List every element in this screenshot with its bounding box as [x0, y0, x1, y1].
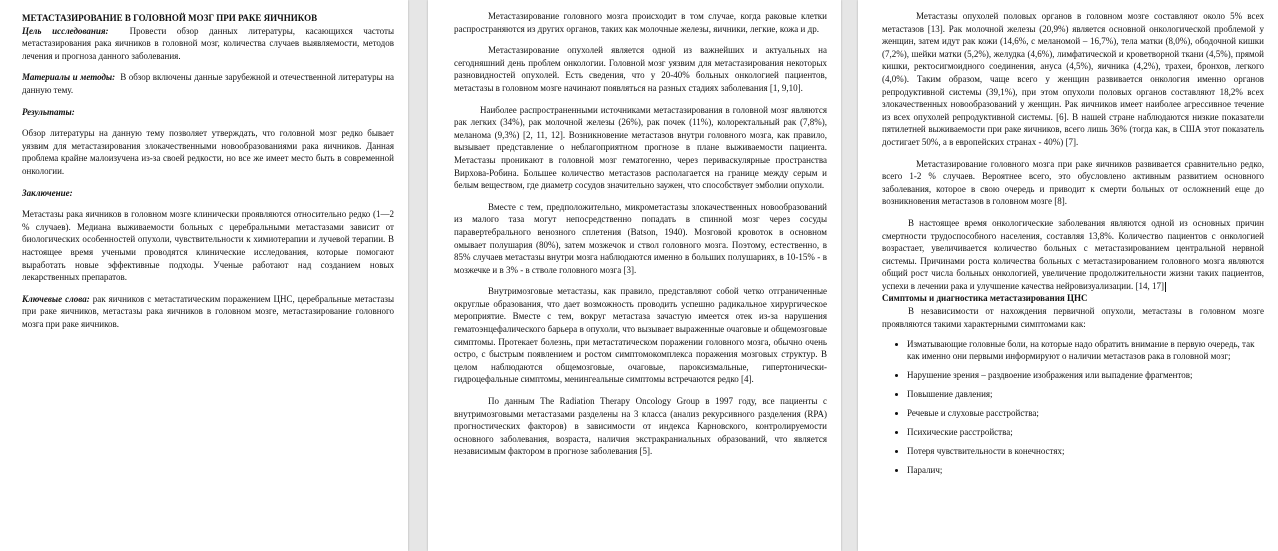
- results-label: Результаты:: [22, 106, 75, 117]
- list-item: • Психические расстройства;: [907, 426, 1264, 438]
- body-paragraph: Внутримозговые метастазы, как правило, представляют собой четко отграниченные округлые образования, что дает возможность проводить успешно радикальное хирургическое мероприятие. Вместе с тем, вокруг метастаза зачастую имеется отек из-за нарушения гематоэнцефалического барьера в опухоли, что вызывает выраженные очаговые и общемозговые симптомы. Протекает болезнь, при метастатическом поражении головного мозга, обычно очень остро, с быстрым появлением и ростом симптомокомплекса поражения мозговых структур. В целом наблюдаются общемозговые, очаговые, пароксизмальные, гипертонически-гидроцефальные симптомы, менингеальные симптомы встречаются редко [4].: [454, 286, 827, 385]
- results-text: Обзор литературы на данную тему позволяет утверждать, что головной мозг редко бывает уязвим для метастазирования злокачественными новообразованиями рака яичников. Данная проблема крайне малоизучена из-за своей редкости, но все же имеет место быть в современной онкологии.: [22, 128, 394, 176]
- keywords-paragraph: [22, 293, 394, 331]
- list-item: • Повышение давления;: [907, 388, 1264, 400]
- goal-text: Провести обзор данных литературы, касающихся частоты метастазирования рака яичников в головной мозг, количества случаев выявляемости, методов лечения и прогноза данного заболевания.: [22, 25, 394, 61]
- list-item: • Речевые и слуховые расстройства;: [907, 407, 1264, 419]
- document-page-2: [428, 0, 841, 551]
- body-paragraph: По данным The Radiation Therapy Oncology Group в 1997 году, все пациенты с внутримозговыми метастазами разделены на 3 класса (анализ рекурсивного разделения (RPA) прогностических факторов) в зависимости от индекса Карновского, контролируемости основного заболевания, возраста, наличия экстракраниальных образований, что является независимым фактором в прогнозе заболевания [5].: [454, 396, 827, 457]
- section-heading: Симптомы и диагностика метастазирования ЦНС: [882, 293, 1088, 304]
- goal-label: Цель исследования:: [22, 25, 109, 36]
- list-item: • Изматывающие головные боли, на которые надо обратить внимание в первую очередь, так как именно они первыми информируют о наличии метастазов рака в головной мозг;: [907, 338, 1264, 362]
- list-item: • Потеря чувствительности в конечностях;: [907, 445, 1264, 457]
- keywords-text: рак яичников с метастатическим поражением ЦНС, церебральные метастазы при раке яичников, метастазы рака яичников в головном мозге, метастазирование головного мозга при раке яичников.: [22, 293, 395, 329]
- document-page-3: [858, 0, 1278, 551]
- conclusion-text: Метастазы рака яичников в головном мозге клинически проявляются относительно редко (1—2 % случаев). Медиана выживаемости больных с церебральными метастазами зависит от биологических особенностей опухоли, чувствительности к химиотерапии и лучевой терапии. В настоящее время учеными проводятся клинические исследования, которые помогают выработать новые эффективные подходы. Ученые работают над созданием новых лекарственных препаратов.: [22, 209, 394, 283]
- body-paragraph: Метастазирование головного мозга происходит в том случае, когда раковые клетки распространяются из других органов, таких как молочные железы, яичники, легкие, кожа и др.: [454, 11, 827, 34]
- body-paragraph: Метастазирование опухолей является одной из важнейших и актуальных на сегодняшний день проблем онкологии. Головной мозг уязвим для метастазирования некоторых разновидностей опухолей. Есть сведения, что у 20-40% больных онкологией пациентов, метастазы в головном мозге начинают появляться на разных стадиях заболевания [1, 9,10].: [454, 45, 827, 93]
- materials-label: Материалы и методы:: [22, 72, 116, 83]
- materials-text: В обзор включены данные зарубежной и отечественной литературы на данную тему.: [22, 72, 395, 95]
- document-page-1: [0, 0, 408, 551]
- section-intro: В независимости от нахождения первичной опухоли, метастазы в головном мозге проявляются такими характерными симптомами как:: [882, 306, 1264, 329]
- materials-paragraph: [22, 71, 394, 96]
- body-paragraph-text: В настоящее время онкологические заболевания являются одной из основных причин смертности трудоспособного населения, составляя 13,8%. Количество пациентов с онкологией возрастает, увеличивается количество больных с метастазированием центральной нервной системы. Причинами роста количества больных с метастазированием головного мозга являются общий рост числа больных онкологией, увеличение продолжительности жизни таких пациентов, успехи в лечении рака и улучшение качества нейровизуализации. [14, 17]: [882, 217, 1264, 291]
- body-paragraph: Вместе с тем, предположительно, микрометастазы злокачественных новообразований из малого таза могут непосредственно попадать в спинной мозг через сосуды паравертебрального венозного сплетения (Batson, 1940). Мозговой кровоток в основном омывает полушария (80%), затем мозжечок и ствол головного мозга. Поэтому, естественно, в 85% случаев метастазы внутри мозга наблюдаются именно в больших полушариях, в 10-15% - в мозжечке и в 3% - в стволе головного мозга [3].: [454, 201, 827, 275]
- body-paragraph: Метастазирование головного мозга при раке яичников развивается сравнительно редко, всего 1-2 % случаев. Вероятнее всего, это обусловлено активным развитием основного заболевания, которое в свою очередь и приводит к смерти больных от осложнений еще до возникновения метастазов в головном мозге [8].: [882, 158, 1264, 207]
- body-paragraph: Метастазы опухолей половых органов в головном мозге составляют около 5% всех метастазов [13]. Рак молочной железы (20,9%) является основной онкологической проблемой у женщин, затем идут рак кожи (14,6%, с меланомой – 16,7%), тела матки (8,0%), ободочной кишки (7,2%), шейки матки (5,2%), желудка (4,6%), лимфатической и кроветворной ткани (4,5%), прямой кишки, ректосигмоидного соединения, ануса (4,5%), яичника (4,2%), трахеи, бронхов, легкого (4,0%). Таким образом, чаще всего у женщин развивается онкология именно органов репродуктивной системы (39,1%), при этом опухоли половых органов составляют 18,2% всех злокачественных новообразований у женщин. Рак яичников имеет наиболее агрессивное течение из всех опухолей репродуктивной системы. [6]. В нашей стране наблюдаются низкие показатели пятилетней выживаемости при раке яичников, всего лишь 36% (тогда как, в США этот показатель достигает 50%, а в европейских странах - 40%) [7].: [882, 11, 1264, 147]
- text-cursor: [1165, 282, 1166, 292]
- list-item: • Нарушение зрения – раздвоение изображения или выпадение фрагментов;: [907, 369, 1264, 381]
- body-paragraph: Наиболее распространенными источниками метастазирования в головной мозг являются рак легких (34%), рак молочной железы (26%), рак почек (11%), колоректальный рак (7,8%), меланома (9,3%) [2, 11, 12]. Возникновение метастазов внутри головного мозга, как правило, вызывает представление о неблагоприятном прогнозе в плане выживаемости пациента. Метастазы проникают в головной мозг гематогенно, через периваскулярные пространства Вирхова-Робина. Большее количество метастазов располагается на границе между серым и белым веществом, где диаметр сосудов значительно заужен, что способствует эмболии опухоли.: [454, 104, 827, 191]
- list-item: • Паралич;: [907, 464, 1264, 476]
- keywords-label: Ключевые слова:: [22, 293, 90, 304]
- goal-paragraph: [22, 25, 394, 63]
- body-paragraph: [882, 217, 1264, 293]
- symptom-list: [882, 338, 1264, 476]
- article-title: МЕТАСТАЗИРОВАНИЕ В ГОЛОВНОЙ МОЗГ ПРИ РАКЕ ЯИЧНИКОВ: [22, 13, 318, 23]
- conclusion-label: Заключение:: [22, 187, 73, 198]
